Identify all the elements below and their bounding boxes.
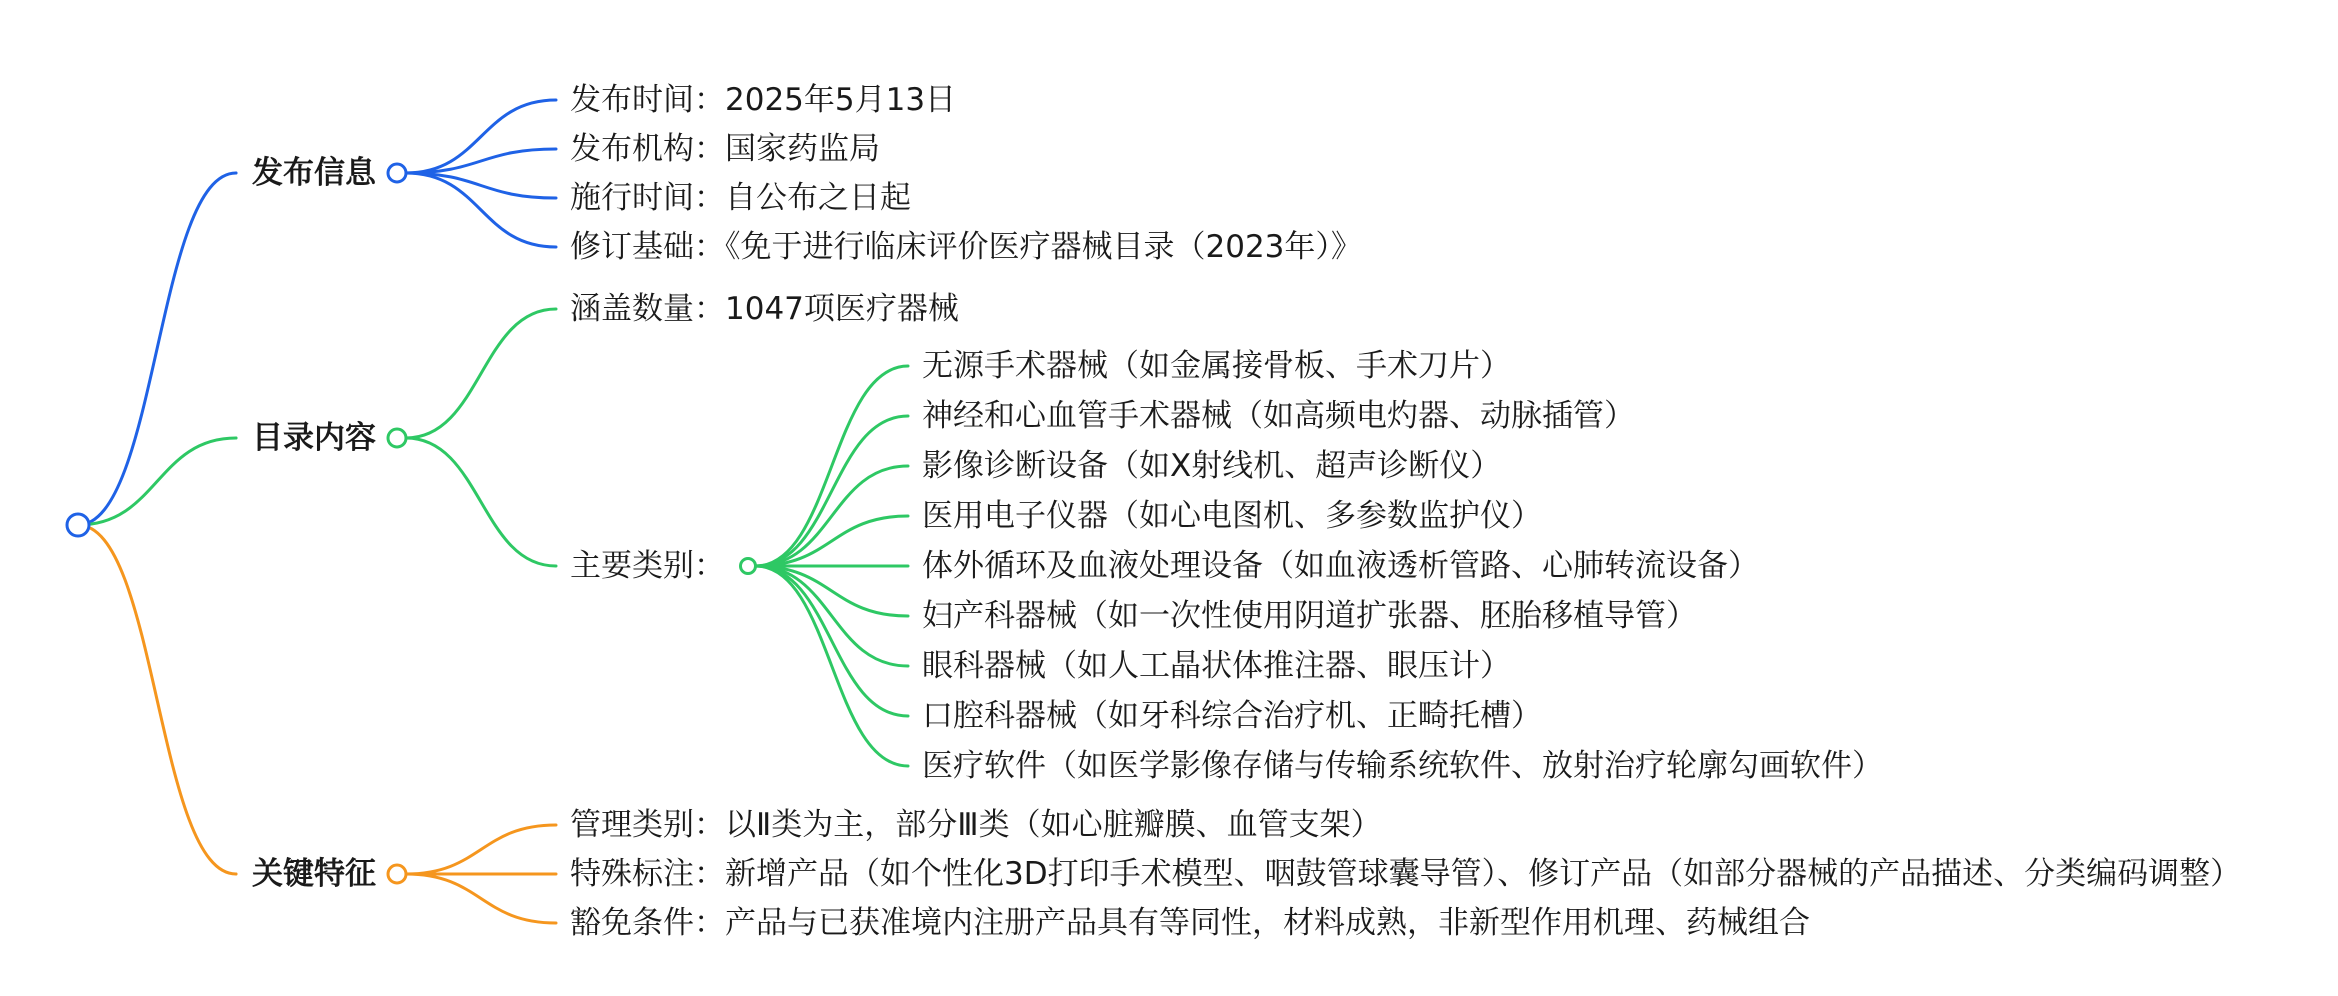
- node-content-1-4: 体外循环及血液处理设备（如血液透析管路、心肺转流设备）: [922, 548, 1759, 584]
- edge-content-1-1: [756, 416, 909, 566]
- branch-publish-toggle[interactable]: [388, 164, 406, 182]
- root-node[interactable]: [67, 514, 89, 536]
- branch-publish-label: 发布信息: [252, 155, 376, 191]
- node-content-1-7: 口腔科器械（如牙科综合治疗机、正畸托槽）: [922, 698, 1542, 734]
- node-publish-2: 施行时间：自公布之日起: [570, 180, 911, 216]
- node-features-0: 管理类别：以Ⅱ类为主，部分Ⅲ类（如心脏瓣膜、血管支架）: [570, 807, 1382, 843]
- branch-features-label: 关键特征: [252, 856, 376, 892]
- node-publish-0: 发布时间：2025年5月13日: [570, 82, 957, 118]
- node-content-0: 涵盖数量：1047项医疗器械: [570, 291, 959, 327]
- node-publish-1: 发布机构：国家药监局: [570, 131, 880, 167]
- edge-features-0: [406, 825, 556, 874]
- edge-content-1: [406, 438, 556, 566]
- node-content-1-5: 妇产科器械（如一次性使用阴道扩张器、胚胎移植导管）: [922, 598, 1697, 634]
- edge-root-publish: [78, 173, 236, 525]
- node-content-1-toggle[interactable]: [741, 559, 756, 574]
- node-content-1-8: 医疗软件（如医学影像存储与传输系统软件、放射治疗轮廓勾画软件）: [922, 748, 1883, 784]
- node-features-2: 豁免条件：产品与已获准境内注册产品具有等同性，材料成熟，非新型作用机理、药械组合: [570, 905, 1810, 941]
- node-content-1-3: 医用电子仪器（如心电图机、多参数监护仪）: [922, 498, 1542, 534]
- edge-content-1-6: [756, 566, 909, 666]
- edge-root-features: [78, 525, 236, 874]
- node-publish-3: 修订基础：《免于进行临床评价医疗器械目录（2023年）》: [570, 229, 1362, 265]
- edge-content-1-0: [756, 366, 909, 566]
- node-content-1-0: 无源手术器械（如金属接骨板、手术刀片）: [922, 348, 1511, 384]
- node-content-1-2: 影像诊断设备（如X射线机、超声诊断仪）: [922, 448, 1502, 484]
- branch-features-toggle[interactable]: [388, 865, 406, 883]
- edge-content-1-7: [756, 566, 909, 716]
- edge-features-2: [406, 874, 556, 923]
- node-features-1: 特殊标注：新增产品（如个性化3D打印手术模型、咽鼓管球囊导管）、修订产品（如部分器械的产品描述、分类编码调整）: [570, 856, 2242, 892]
- branch-content-label: 目录内容: [252, 420, 376, 456]
- node-content-1: 主要类别：: [570, 548, 725, 584]
- edge-content-1-8: [756, 566, 909, 766]
- edge-content-0: [406, 309, 556, 438]
- node-content-1-1: 神经和心血管手术器械（如高频电灼器、动脉插管）: [922, 398, 1635, 434]
- branch-content-toggle[interactable]: [388, 429, 406, 447]
- node-content-1-6: 眼科器械（如人工晶状体推注器、眼压计）: [922, 648, 1511, 684]
- edge-content-1-2: [756, 466, 909, 566]
